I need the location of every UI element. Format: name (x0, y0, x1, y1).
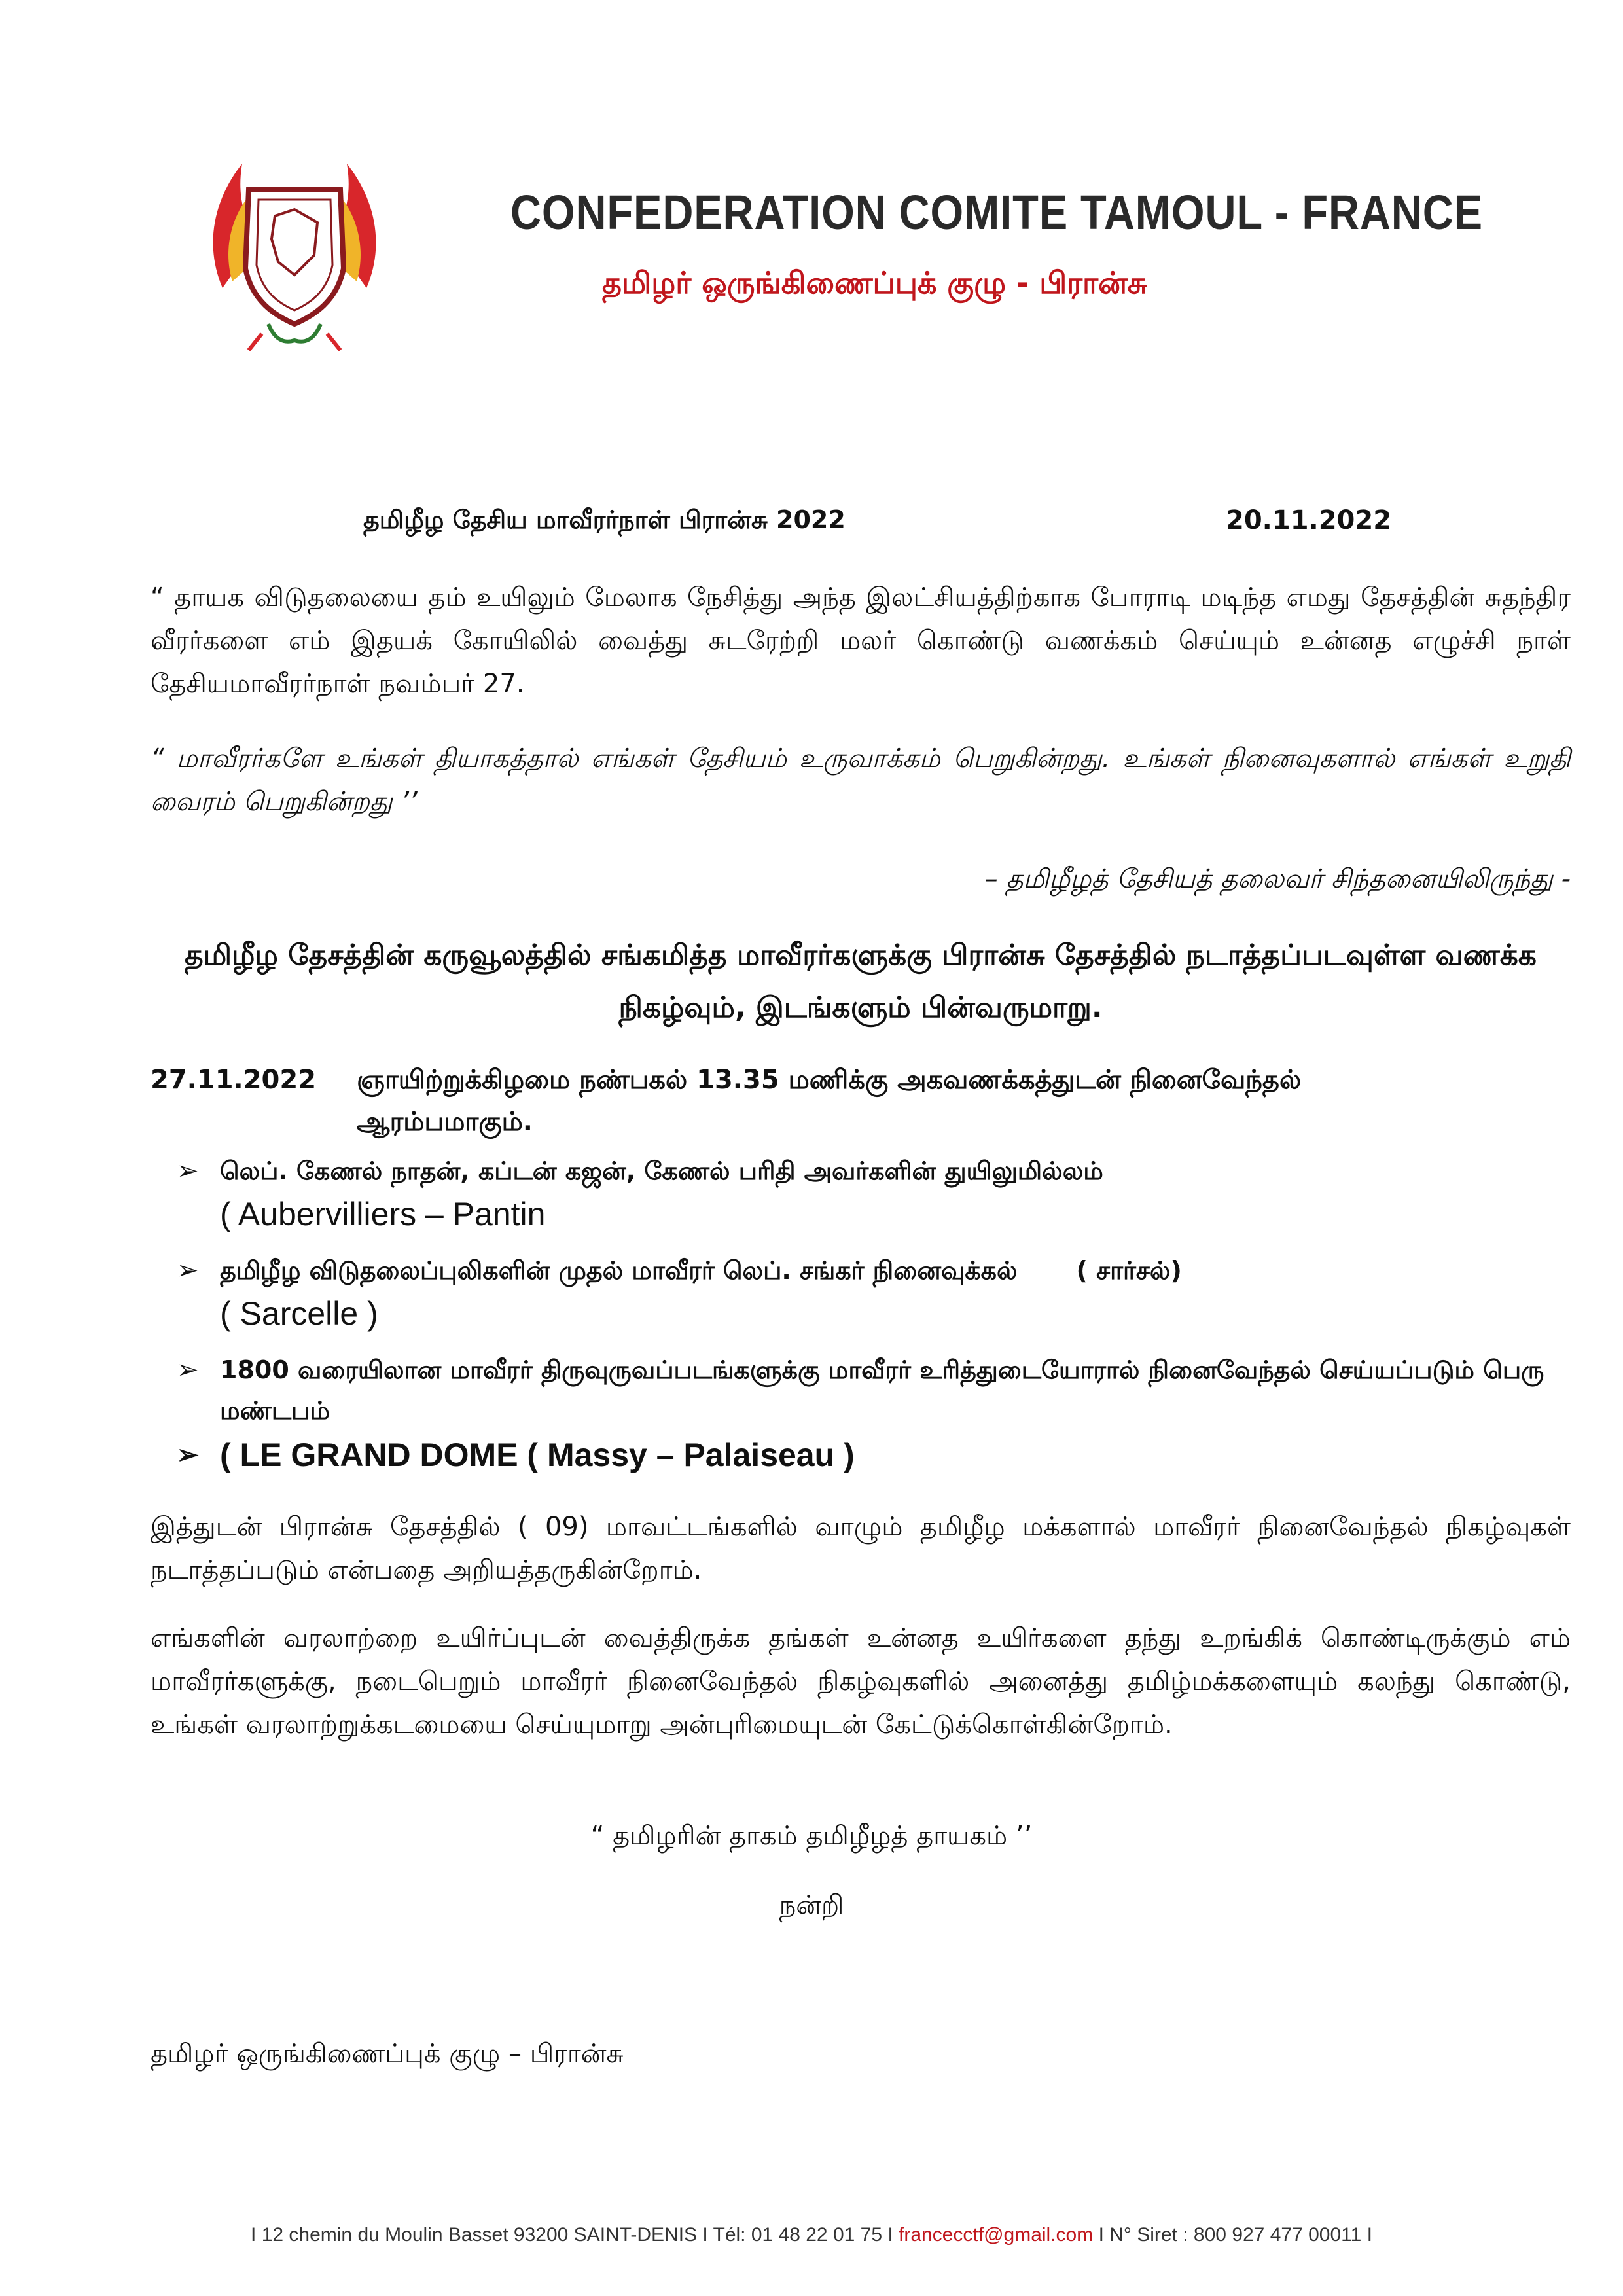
footer-siret: I N° Siret : 800 927 477 00011 I (1093, 2224, 1372, 2246)
event-announcement: தமிழீழ தேசத்தின் கருவூலத்தில் சங்கமித்த மாவீரர்களுக்கு பிரான்சு தேசத்தில் நடாத்தப்படவுள்ள வணக்க நிகழ்வும், இடங்களும் பின்வருமாறு. (185, 939, 1537, 1024)
signature: தமிழர் ஒருங்கிணைப்புக் குழு – பிரான்சு (151, 2039, 624, 2069)
list-item (177, 1435, 1551, 1475)
districts-paragraph: இத்துடன் பிரான்சு தேசத்தில் ( 09) மாவட்டங்களில் வாழும் தமிழீழ மக்களால் மாவீரர் நினைவேந்தல் நிகழ்வுகள் நடாத்தப்படும் என்பதை அறியத்தருகின்றோம். (151, 1512, 1571, 1585)
document-date: 20.11.2022 (1226, 505, 1392, 535)
footer-address: I 12 chemin du Moulin Basset 93200 SAINT-DENIS I Tél: 01 48 22 01 75 I (251, 2224, 899, 2246)
slogan: “ தமிழரின் தாகம் தமிழீழத் தாயகம் ’’ (590, 1821, 1033, 1851)
leader-quote: “ மாவீரர்களே உங்கள் தியாகத்தால் எங்கள் தேசியம் உருவாக்கம் பெறுகின்றது. உங்கள் நினைவுகளால் எங்கள் உறுதி வைரம் பெறுகின்றது ’’ (151, 744, 1571, 817)
event-description: ஞாயிற்றுக்கிழமை நண்பகல் 13.35 மணிக்கு அகவணக்கத்துடன் நினைவேந்தல் ஆரம்பமாகும். (357, 1065, 1302, 1137)
arrow-bullet-icon: ➢ (177, 1156, 199, 1186)
list-item (177, 1151, 1551, 1237)
list-item (177, 1250, 1551, 1336)
organization-name-tamil: தமிழர் ஒருங்கிணைப்புக் குழு - பிரான்சு (602, 265, 1147, 300)
list-item-location: ( Sarcelle ) (220, 1295, 378, 1332)
list-item-text: ( LE GRAND DOME ( Massy – Palaiseau ) (220, 1437, 855, 1473)
document-title: தமிழீழ தேசிய மாவீரர்நாள் பிரான்சு 2022 (363, 505, 846, 534)
quote-attribution: – தமிழீழத் தேசியத் தலைவர் சிந்தனையிலிருந்து - (984, 864, 1571, 894)
list-item-text: தமிழீழ விடுதலைப்புலிகளின் முதல் மாவீரர் லெப். சங்கர் நினைவுக்கல் (220, 1256, 1018, 1285)
request-paragraph: எங்களின் வரலாற்றை உயிர்ப்புடன் வைத்திருக்க தங்கள் உன்னத உயிர்களை தந்து உறங்கிக் கொண்டிருக்கும் எம் மாவீரர்களுக்கு, நடைபெறும் மாவீரர் நினைவேந்தல் நிகழ்வுகளில் அனைத்து தமிழ்மக்களையும் கலந்து கொண்டு, உங்கள் வரலாற்றுக்கடமையை செய்யுமாறு அன்புரிமையுடன் கேட்டுக்கொள்கின்றோம். (151, 1623, 1571, 1740)
event-schedule (151, 1059, 1571, 1143)
organization-name-english: CONFEDERATION COMITE TAMOUL - FRANCE (510, 185, 1483, 240)
intro-paragraph: “ தாயக விடுதலையை தம் உயிலும் மேலாக நேசித்து அந்த இலட்சியத்திற்காக போராடி மடிந்த எமது தேசத்தின் சுதந்திர வீரர்களை எம் இதயக் கோயிலில் வைத்து சுடரேற்றி மலர் கொண்டு வணக்கம் செய்யும் உன்னத எழுச்சி நாள் தேசியமாவீரர்நாள் நவம்பர் 27. (151, 583, 1571, 699)
thanks-text: நன்றி (779, 1890, 844, 1920)
list-item (177, 1350, 1551, 1431)
list-item-location-tamil: ( சார்சல்) (1076, 1256, 1182, 1285)
list-item-text: லெப். கேணல் நாதன், கப்டன் கஜன், கேணல் பரிதி அவர்களின் துயிலுமில்லம் (220, 1157, 1103, 1185)
organization-logo (196, 144, 393, 353)
list-item-text: 1800 வரையிலான மாவீரர் திருவுருவப்படங்களுக்கு மாவீரர் உரித்துடையோரால் நினைவேந்தல் செய்யப்படும் பெரு மண்டபம் (220, 1355, 1544, 1425)
footer-email-link[interactable]: francecctf@gmail.com (899, 2224, 1094, 2246)
event-date: 27.11.2022 (151, 1065, 317, 1095)
arrow-bullet-icon: ➢ (177, 1255, 199, 1285)
arrow-bullet-icon: ➢ (177, 1355, 199, 1385)
list-item-location: ( Aubervilliers – Pantin (220, 1196, 546, 1232)
footer-contact (0, 2224, 1623, 2246)
arrow-bullet-icon: ➢ (177, 1441, 199, 1469)
